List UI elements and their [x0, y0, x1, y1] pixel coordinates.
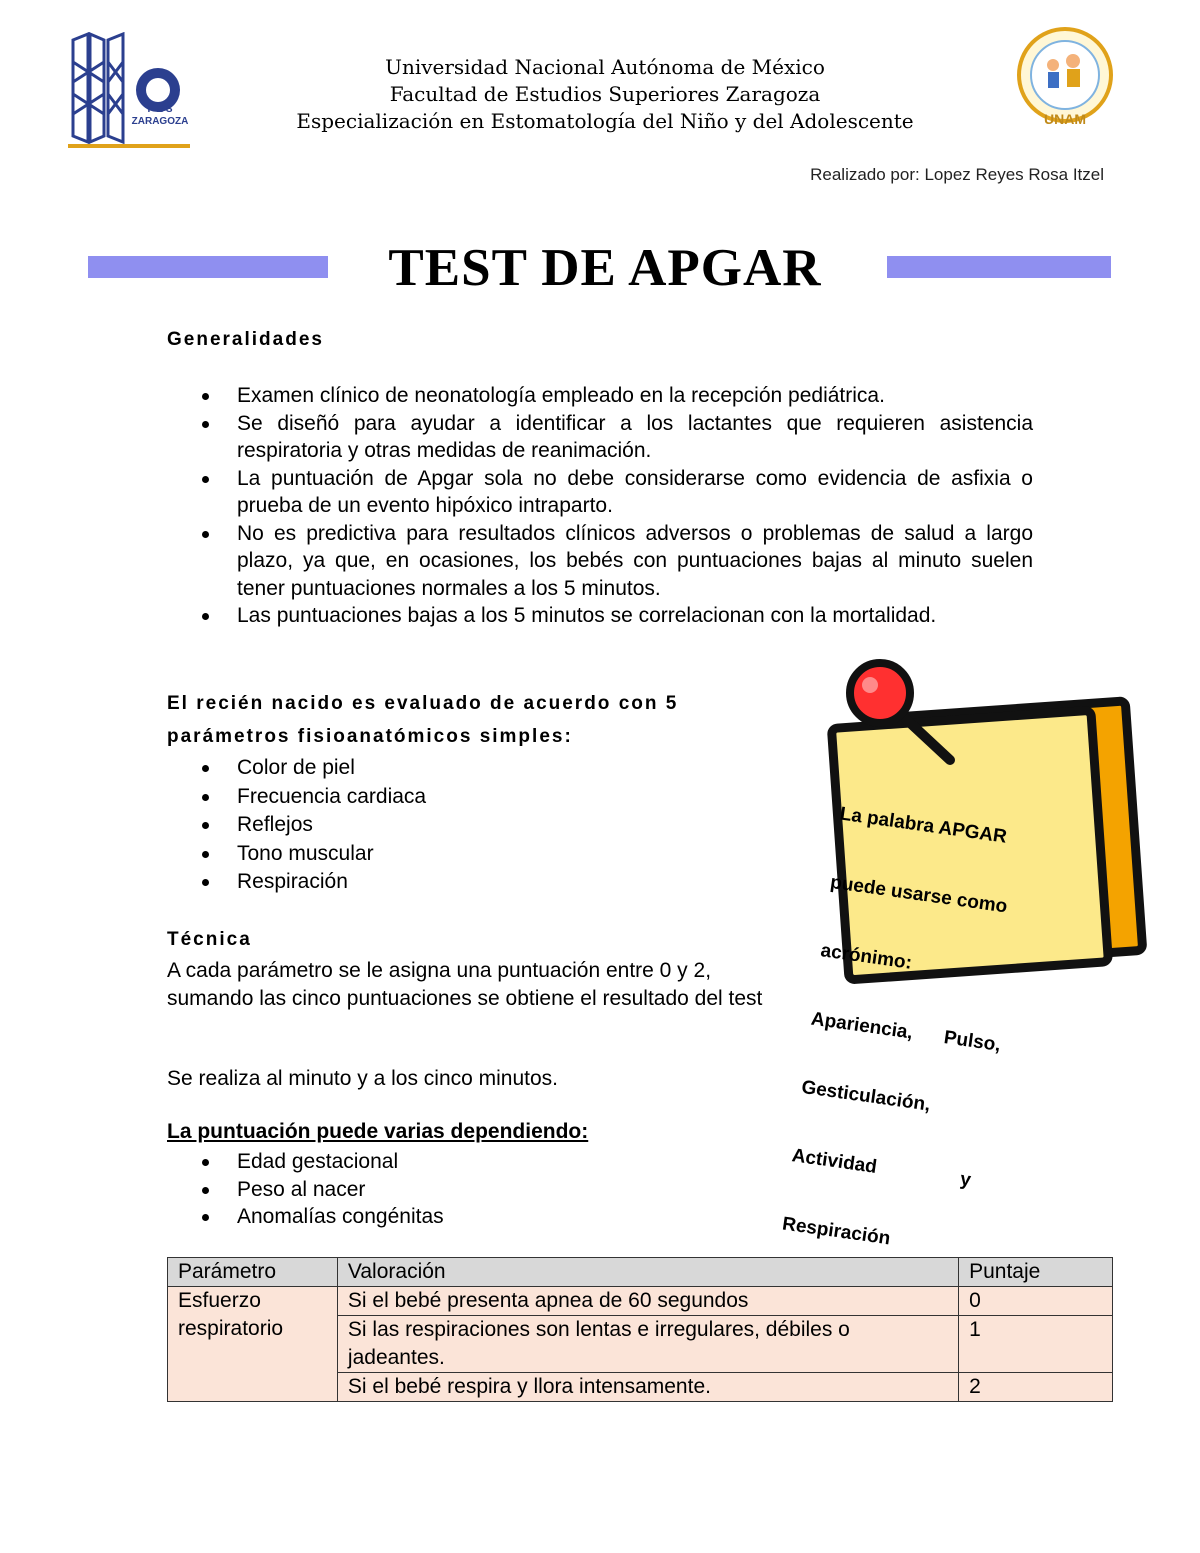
- note-line: Apariencia, Pulso,: [809, 1008, 1002, 1056]
- specialization-name: Especialización en Estomatología del Niño y del Adolescente: [296, 109, 914, 133]
- tecnica-heading: Técnica: [167, 929, 252, 950]
- note-line: puede usarse como: [828, 871, 1009, 918]
- list-item: Color de piel: [167, 754, 767, 783]
- variacion-list: [167, 1148, 767, 1231]
- list-item: Se diseñó para ayudar a identificar a los lactantes que requieren asistencia respiratoria y otras medidas de reanimación.: [167, 410, 1033, 465]
- note-line: acrónimo:: [819, 940, 914, 974]
- apgar-table: [167, 1257, 1113, 1402]
- valoracion-cell: Si el bebé respira y llora intensamente.: [337, 1373, 958, 1402]
- parametros-list: [167, 754, 767, 897]
- specialization-logo: [1015, 25, 1115, 135]
- table-header-cell: Parámetro: [168, 1258, 338, 1287]
- table-header-row: [168, 1258, 1113, 1287]
- list-item: Tono muscular: [167, 840, 767, 869]
- right-logo-text: UNAM: [1044, 111, 1086, 127]
- puntaje-cell: 1: [959, 1316, 1113, 1373]
- note-line: La palabra APGAR: [838, 803, 1009, 848]
- parametros-heading-line1: El recién nacido es evaluado de acuerdo con 5: [167, 693, 679, 714]
- list-item: Las puntuaciones bajas a los 5 minutos se correlacionan con la mortalidad.: [167, 602, 1033, 630]
- table-header-cell: Valoración: [337, 1258, 958, 1287]
- list-item: Edad gestacional: [167, 1148, 767, 1176]
- institution-header: [250, 54, 960, 135]
- puntaje-cell: 2: [959, 1373, 1113, 1402]
- tecnica-timing: Se realiza al minuto y a los cinco minutos.: [167, 1067, 559, 1090]
- generalidades-list: [167, 382, 1033, 630]
- valoracion-cell: Si el bebé presenta apnea de 60 segundos: [337, 1287, 958, 1316]
- apgar-note-card: [780, 655, 1170, 1250]
- puntaje-cell: 0: [959, 1287, 1113, 1316]
- university-name: Universidad Nacional Autónoma de México: [385, 55, 825, 79]
- table-header-cell: Puntaje: [959, 1258, 1113, 1287]
- author-credit: Realizado por: Lopez Reyes Rosa Itzel: [810, 165, 1104, 184]
- note-line: Actividad y: [790, 1145, 973, 1192]
- list-item: Frecuencia cardiaca: [167, 783, 767, 812]
- note-line: Gesticulación,: [800, 1076, 932, 1116]
- title-bar-left: [88, 256, 328, 278]
- generalidades-heading: Generalidades: [167, 329, 324, 350]
- faculty-name: Facultad de Estudios Superiores Zaragoza: [389, 82, 821, 106]
- parameter-cell: Esfuerzo respiratorio: [168, 1287, 338, 1402]
- parametros-heading-line2: parámetros fisioanatómicos simples:: [167, 726, 573, 747]
- tecnica-text: A cada parámetro se le asigna una puntuación entre 0 y 2, sumando las cinco puntuaciones se obtiene el resultado del test: [167, 959, 763, 1010]
- list-item: No es predictiva para resultados clínicos adversos o problemas de salud a largo plazo, ya que, en ocasiones, los bebés con puntuaciones bajas al minuto suelen tener puntuaciones normales a los 5 minutos.: [167, 520, 1033, 603]
- list-item: Examen clínico de neonatología empleado en la recepción pediátrica.: [167, 382, 1033, 410]
- table-row: [168, 1287, 1113, 1316]
- list-item: Anomalías congénitas: [167, 1203, 767, 1231]
- fes-zaragoza-logo: [68, 32, 192, 152]
- page-title: TEST DE APGAR: [388, 239, 822, 297]
- list-item: Peso al nacer: [167, 1176, 767, 1204]
- left-logo-text: F E S ZARAGOZA: [131, 104, 189, 127]
- valoracion-cell: Si las respiraciones son lentas e irregulares, débiles o jadeantes.: [337, 1316, 958, 1373]
- note-line: Respiración: [780, 1213, 892, 1250]
- list-item: Reflejos: [167, 811, 767, 840]
- variacion-heading: La puntuación puede varias dependiendo:: [167, 1120, 589, 1143]
- title-bar-right: [887, 256, 1111, 278]
- list-item: Respiración: [167, 868, 767, 897]
- list-item: La puntuación de Apgar sola no debe considerarse como evidencia de asfixia o prueba de un evento hipóxico intraparto.: [167, 465, 1033, 520]
